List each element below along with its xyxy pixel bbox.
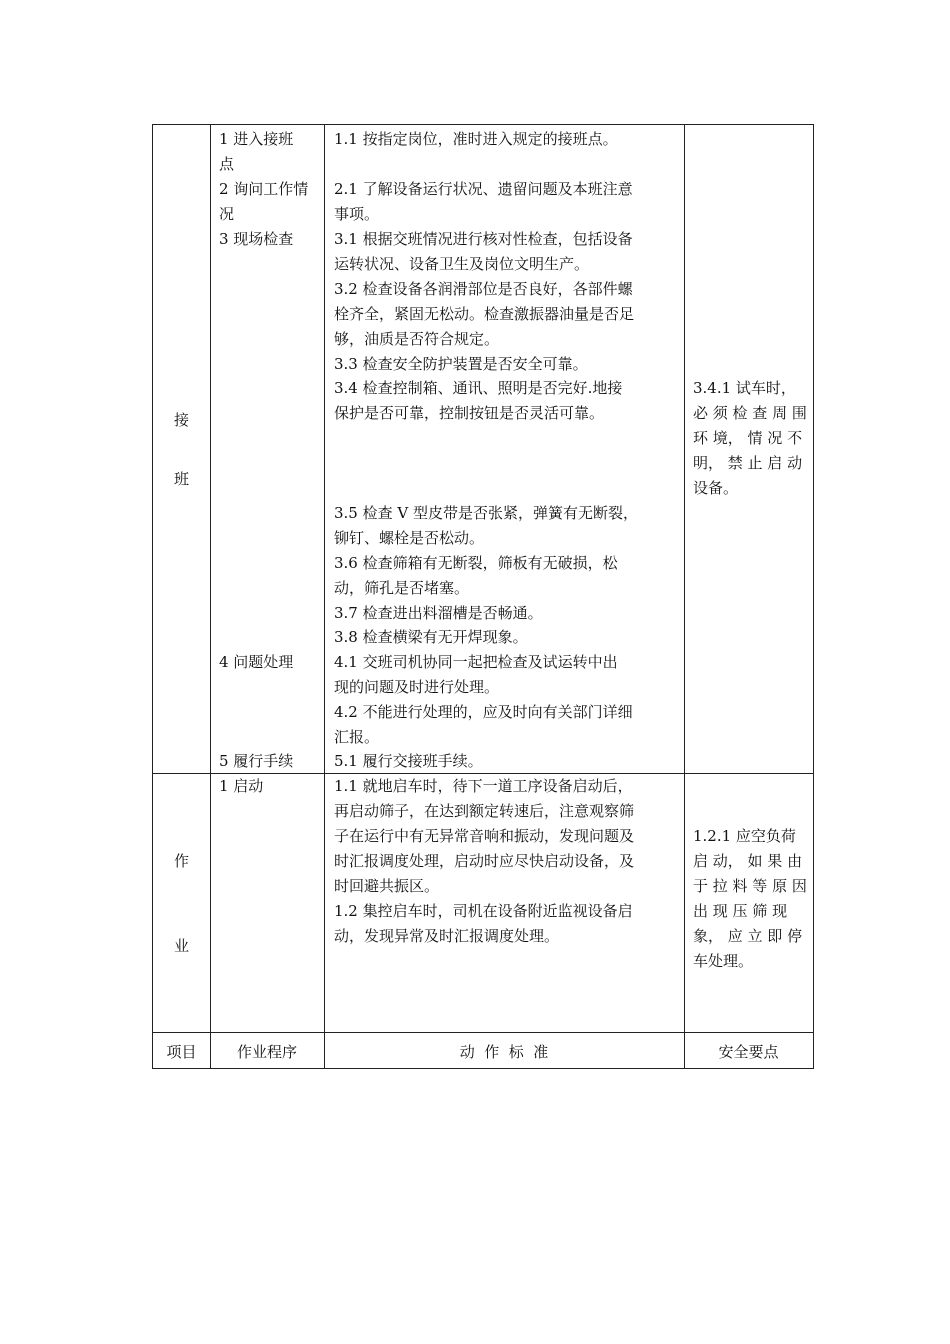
- safety-op-line-6: 车处理。: [693, 952, 754, 970]
- standard-3-8: 3.8 检查横梁有无开焊现象。: [334, 628, 528, 646]
- safety-handover-line-5: 设备。: [693, 479, 739, 497]
- standard-3-2-line-2: 栓齐全，紧固无松动。检查激振器油量是否足: [334, 305, 635, 323]
- standard-3-6-line-2: 动，筛孔是否堵塞。: [334, 579, 470, 597]
- safety-op-line-1: 1.2.1 应空负荷: [693, 827, 796, 845]
- standard-5-1: 5.1 履行交接班手续。: [334, 752, 483, 770]
- safety-handover-line-3: 环 境， 情 况 不: [693, 429, 803, 447]
- standard-3-1-line-2: 运转状况、设备卫生及岗位文明生产。: [334, 255, 590, 273]
- standard-op-1-1-line-4: 时汇报调度处理，启动时应尽快启动设备，及: [334, 852, 635, 870]
- procedure-2-line-1: 2 询问工作情: [219, 180, 309, 198]
- header-procedure: 作业程序: [236, 1043, 297, 1061]
- safety-op-line-4: 出 现 压 筛 现: [693, 902, 788, 920]
- safety-op-line-5: 象， 应 立 即 停: [693, 927, 803, 945]
- procedure-3: 3 现场检查: [219, 230, 294, 248]
- standard-3-2-line-1: 3.2 检查设备各润滑部位是否良好，各部件螺: [334, 280, 633, 298]
- safety-op-line-2: 启 动， 如 果 由: [693, 852, 803, 870]
- safety-handover-line-1: 3.4.1 试车时，: [693, 379, 796, 397]
- standard-3-2-line-3: 够，油质是否符合规定。: [334, 330, 500, 348]
- standard-3-5-line-1: 3.5 检查 V 型皮带是否张紧，弹簧有无断裂，: [334, 504, 638, 522]
- safety-op-line-3: 于 拉 料 等 原 因: [693, 877, 807, 895]
- section-label-operation-1: 作: [173, 852, 189, 870]
- procedure-op-1: 1 启动: [219, 777, 264, 795]
- procedure-5: 5 履行手续: [219, 752, 294, 770]
- standard-3-4-line-1: 3.4 检查控制箱、通讯、照明是否完好.地接: [334, 379, 623, 397]
- section-label-handover-1: 接: [173, 411, 189, 429]
- header-item: 项目: [166, 1043, 197, 1061]
- procedure-2-line-2: 况: [219, 205, 235, 223]
- standard-op-1-2-line-2: 动，发现异常及时汇报调度处理。: [334, 927, 560, 945]
- section-label-handover-2: 班: [173, 470, 189, 488]
- procedure-1-line-2: 点: [219, 155, 235, 173]
- standard-op-1-1-line-1: 1.1 就地启车时，待下一道工序设备启动后，: [334, 777, 633, 795]
- standard-2-1-line-2: 事项。: [334, 205, 380, 223]
- standard-3-6-line-1: 3.6 检查筛箱有无断裂，筛板有无破损，松: [334, 554, 618, 572]
- standard-3-4-line-2: 保护是否可靠，控制按钮是否灵活可靠。: [334, 404, 605, 422]
- standard-op-1-2-line-1: 1.2 集控启车时，司机在设备附近监视设备启: [334, 902, 633, 920]
- section-label-operation-2: 业: [173, 937, 189, 955]
- standard-4-1-line-2: 现的问题及时进行处理。: [334, 678, 500, 696]
- standard-1-1: 1.1 按指定岗位，准时进入规定的接班点。: [334, 130, 618, 148]
- header-safety: 安全要点: [718, 1043, 779, 1061]
- header-standard: 动 作 标 准: [459, 1043, 549, 1061]
- standard-4-1-line-1: 4.1 交班司机协同一起把检查及试运转中出: [334, 653, 618, 671]
- standard-op-1-1-line-5: 时回避共振区。: [334, 877, 440, 895]
- standard-3-1-line-1: 3.1 根据交班情况进行核对性检查，包括设备: [334, 230, 633, 248]
- col-divider: [684, 125, 685, 1068]
- procedure-table: [152, 124, 814, 1069]
- standard-op-1-1-line-3: 子在运行中有无异常音响和振动，发现问题及: [334, 827, 635, 845]
- standard-3-3: 3.3 检查安全防护装置是否安全可靠。: [334, 355, 588, 373]
- safety-handover-line-2: 必 须 检 查 周 围: [693, 404, 807, 422]
- col-divider: [210, 125, 211, 1068]
- safety-handover-line-4: 明， 禁 止 启 动: [693, 454, 803, 472]
- standard-4-2-line-1: 4.2 不能进行处理的，应及时向有关部门详细: [334, 703, 633, 721]
- standard-2-1-line-1: 2.1 了解设备运行状况、遗留问题及本班注意: [334, 180, 633, 198]
- standard-4-2-line-2: 汇报。: [334, 728, 380, 746]
- col-divider: [324, 125, 325, 1068]
- standard-op-1-1-line-2: 再启动筛子，在达到额定转速后，注意观察筛: [334, 802, 635, 820]
- standard-3-5-line-2: 铆钉、螺栓是否松动。: [334, 529, 485, 547]
- row-divider: [153, 1032, 813, 1033]
- procedure-4: 4 问题处理: [219, 653, 294, 671]
- procedure-1-line-1: 1 进入接班: [219, 130, 294, 148]
- standard-3-7: 3.7 检查进出料溜槽是否畅通。: [334, 604, 543, 622]
